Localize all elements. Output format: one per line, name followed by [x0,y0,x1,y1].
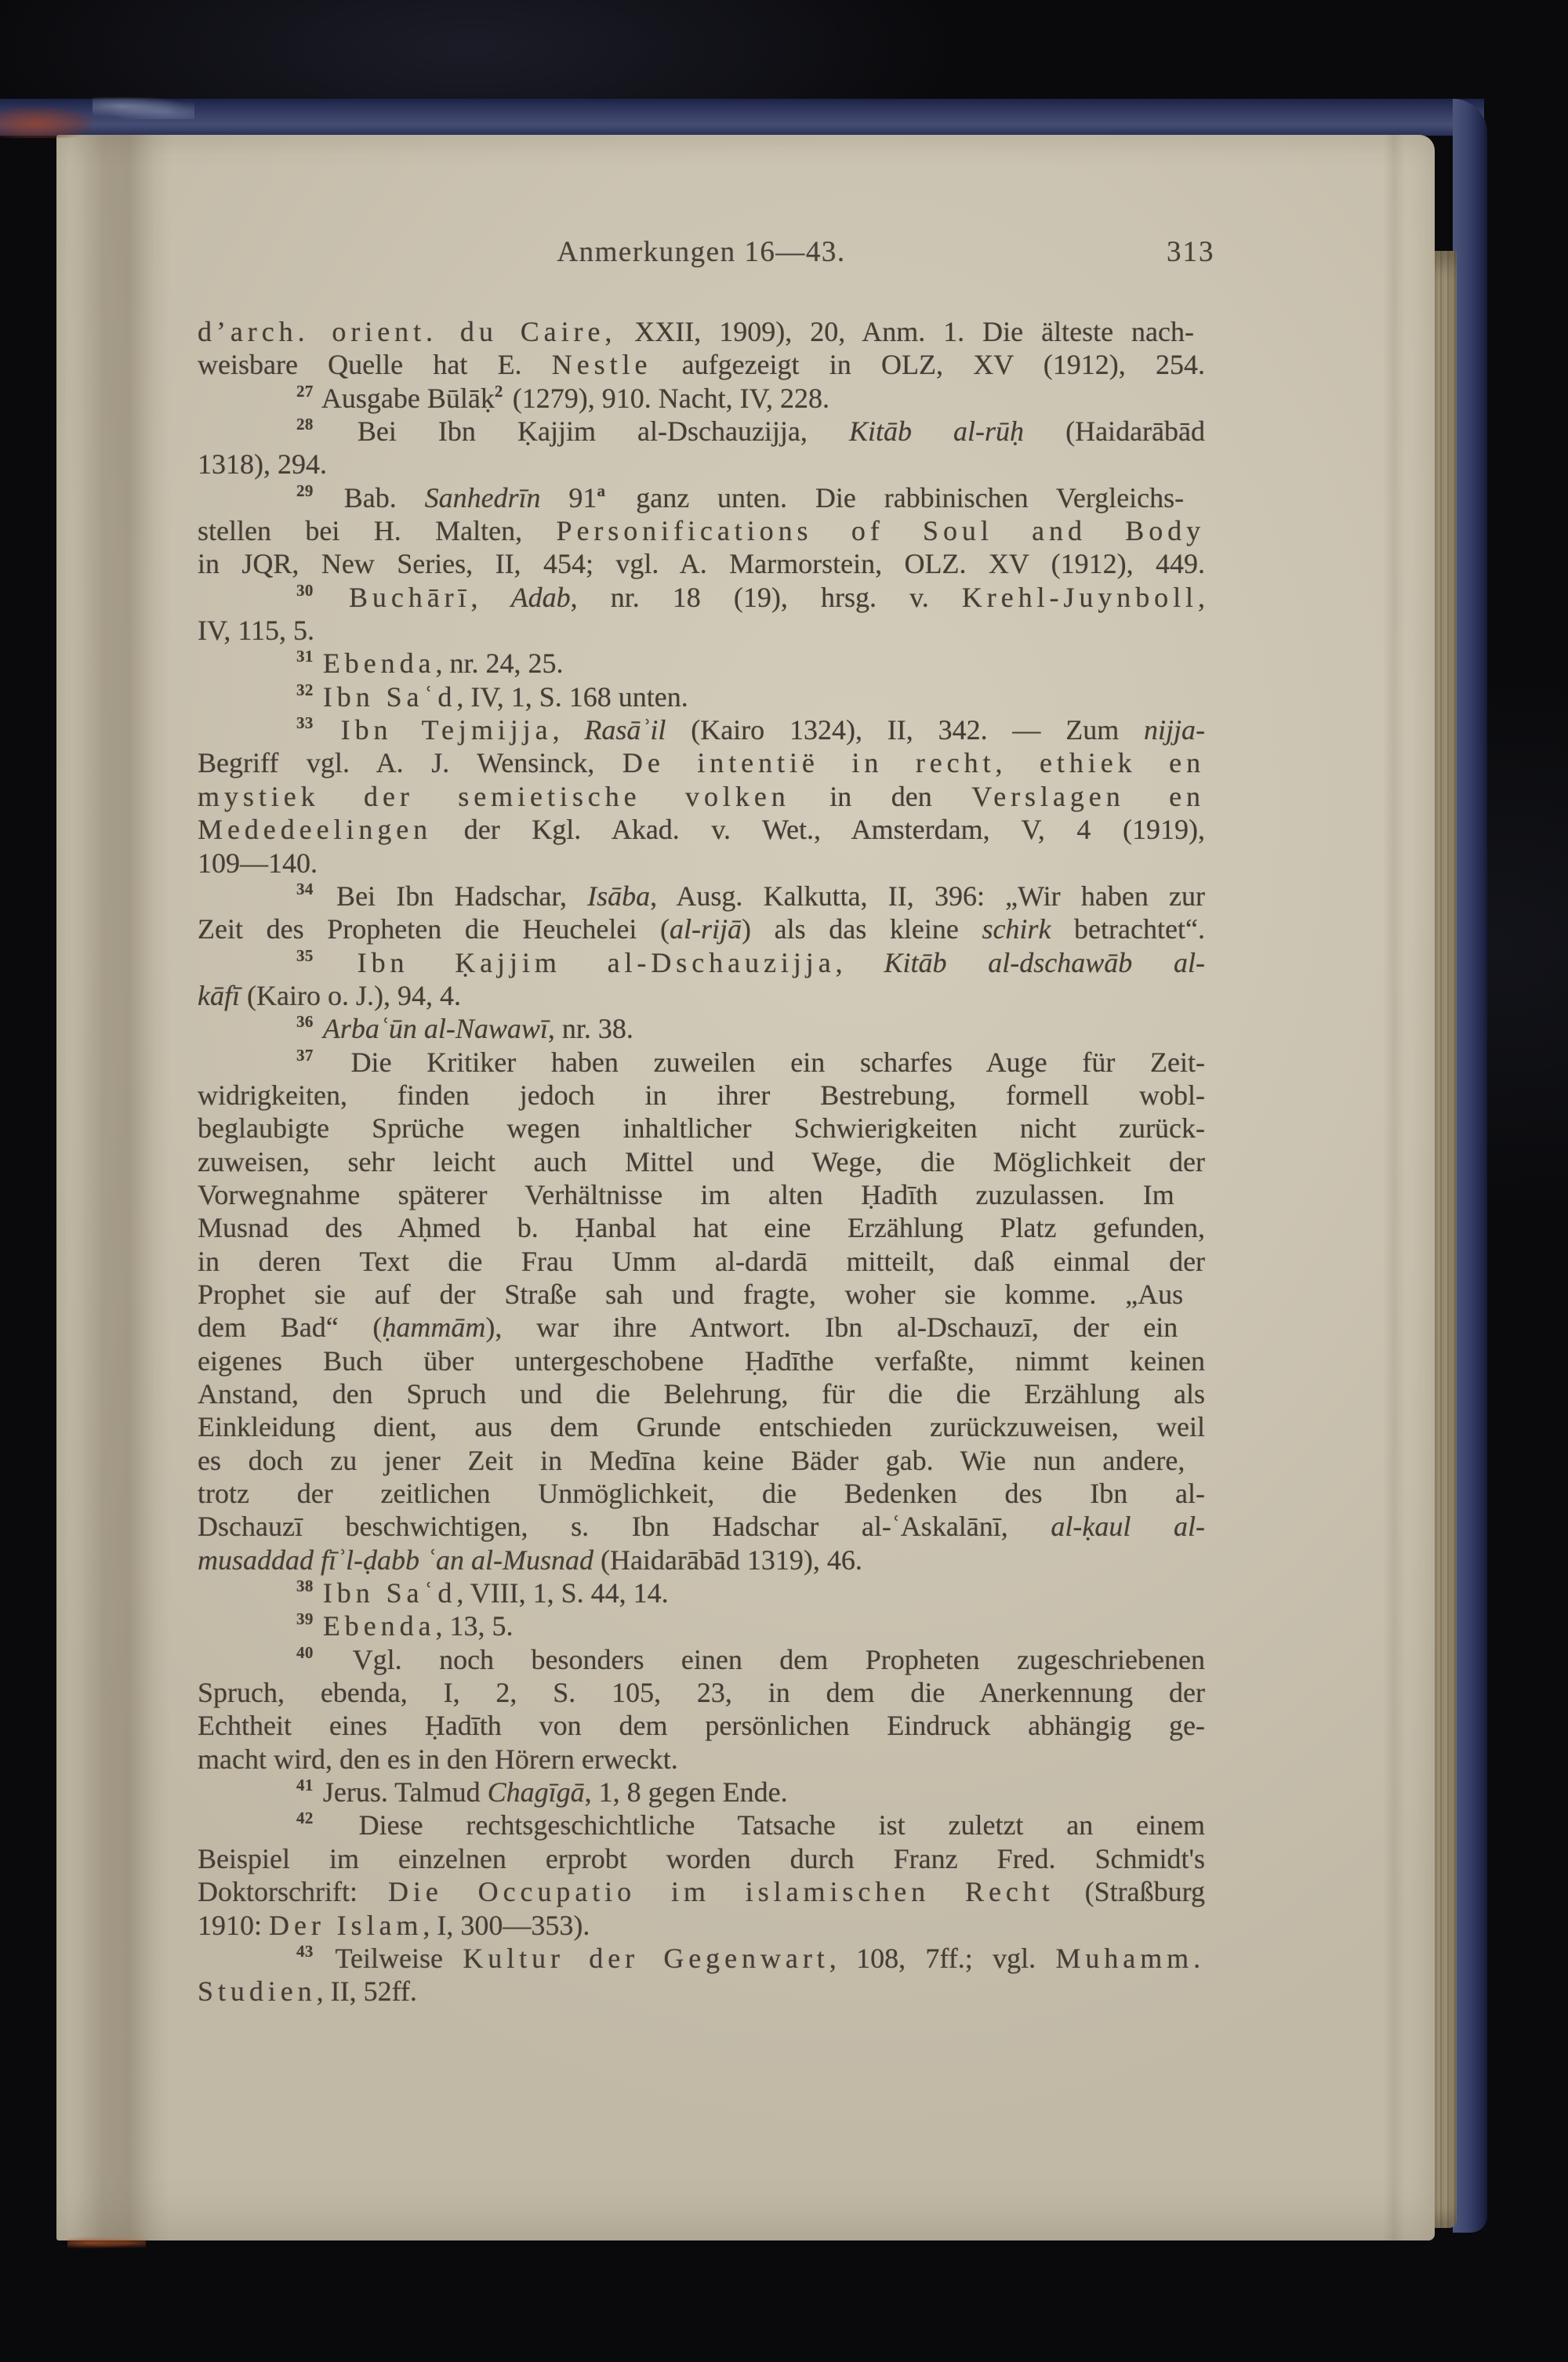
text-line [198,1245,1205,1278]
text-segment: Sanhedrīn [424,481,541,513]
footnote-number: 34 [296,879,314,898]
text-line [198,1377,1205,1410]
footnote-number: 35 [296,945,314,965]
text-line [198,1178,1205,1211]
text-segment: der Kgl. Akad. v. Wet., Amsterdam, V, 4 (1919), [432,814,1205,846]
text-segment: Chagīgā [487,1776,585,1809]
footnote-number: 38 [296,1576,314,1596]
text-segment: , 1, 8 gegen Ende. [584,1776,788,1809]
text-segment: Ibn Saʿd [322,680,457,713]
text-segment: , nr. 24, 25. [435,648,564,680]
text-segment: stellen bei H. Malten, [198,515,557,547]
text-segment: (Haidarābād [1024,415,1205,448]
text-segment: beglaubigte Sprüche wegen inhaltlicher Schwierigkeiten nicht zurück- [198,1112,1205,1145]
text-line [198,1842,1205,1875]
text-segment: Bei Ibn Ḳajjim al-Dschauzijja, [315,415,849,448]
text-segment: , II, 52ff. [316,1976,417,2008]
text-segment: Dschauzī beschwichtigen, s. Ibn Hadschar al-ʿAskalānī, [198,1511,1051,1543]
text-segment: ), war ihre Antwort. Ibn al-Dschauzī, der ein [485,1312,1178,1344]
text-segment: d’arch. orient. du Caire, [198,316,617,347]
text-line [198,1909,1205,1942]
text-segment: Isāba [587,880,651,912]
text-segment: Jerus. Talmud [315,1776,488,1809]
text-segment: De intentië in recht, ethiek en [622,747,1206,779]
text-segment: , [552,714,585,746]
text-line [198,382,1205,415]
text-segment: Spruch, ebenda, I, 2, S. 105, 23, in dem die Anerkennung der [198,1677,1205,1709]
text-line [198,713,1205,746]
text-segment [316,1577,323,1609]
text-segment: Ibn Tejmijja [340,714,553,746]
text-segment: (Straßburg [1054,1876,1205,1908]
text-segment: ḥammām [382,1312,486,1344]
text-line [198,581,1205,614]
footnote-number: 42 [296,1809,314,1828]
text-segment: Adab [510,581,571,613]
text-segment: IV, 115, 5. [198,615,315,647]
text-segment: musaddad fīʾl-ḍabb ʿan al-Musnad [198,1544,593,1576]
paragraph-indent [198,672,296,673]
text-line [198,481,1205,514]
text-segment: Kultur der Gegenwart [463,1942,829,1974]
text-segment: (Haidarābād 1319), 46. [593,1544,862,1576]
paragraph-indent [198,1071,296,1072]
text-segment: , [835,946,884,978]
text-segment: , [470,581,511,613]
text-line [198,1875,1205,1908]
text-line [198,1942,1205,1975]
text-line [198,1410,1205,1443]
text-segment: Muhamm. [1055,1942,1206,1974]
text-segment: in den [789,780,972,812]
footnote-number: 2 [494,381,503,401]
text-segment: schirk [982,913,1051,945]
text-line [198,1544,1205,1576]
text-block [198,315,1205,2008]
text-segment: , nr. 38. [547,1013,633,1045]
text-segment: Personifications of Soul and Body [556,515,1206,547]
paragraph-indent [198,606,296,607]
text-line [198,1510,1205,1543]
text-segment: Diese rechtsgeschichtliche Tatsache ist zuletzt an einem [315,1809,1205,1841]
running-head: Anmerkungen 16—43. [557,236,846,268]
text-segment: Arbaʿūn al-Nawawī [322,1013,548,1045]
text-segment [316,681,323,713]
text-segment: Einkleidung dient, aus dem Grunde entschieden zurückzuweisen, weil [198,1411,1206,1443]
text-segment: eigenes Buch über untergeschobene Ḥadīthe verfaßte, nimmt keinen [198,1344,1205,1377]
paragraph-indent [198,1037,296,1038]
paragraph-indent [198,738,296,739]
footnote-number: 29 [296,481,314,500]
footnote-number: 32 [296,680,314,699]
text-segment: Echtheit eines Ḥadīth von dem persönlichen Eindruck abhängig ge- [198,1710,1205,1742]
marbled-edge-smudge [0,107,94,138]
text-segment [316,1610,323,1642]
page-paper [56,135,1435,2240]
text-line [198,614,1205,647]
text-segment: Doktorschrift: [198,1876,388,1908]
page-crease [1383,135,1405,2240]
text-segment: Der Islam [269,1909,423,1941]
text-segment: , Ausg. Kalkutta, II, 396: „Wir haben zur [650,880,1206,912]
text-segment: es doch zu jener Zeit in Medīna keine Bäder gab. Wie nun andere, [198,1444,1185,1476]
text-segment: 1910: [198,1909,270,1941]
text-segment: zuweisen, sehr leicht auch Mittel und Wege, die Möglichkeit der [198,1145,1206,1177]
text-segment: ) als das kleine [741,913,982,945]
text-segment: in deren Text die Frau Umm al-dardā mitteilt, daß einmal der [198,1245,1206,1277]
text-segment: Ibn Ḳajjim al-Dschauzijja [357,946,836,978]
text-segment: Krehl-Juynboll [961,581,1198,613]
text-segment: Ebenda [322,648,436,680]
footnote-number: 37 [296,1045,314,1065]
footnote-number: 39 [296,1609,314,1629]
text-segment [316,648,323,679]
text-line [198,348,1205,381]
paragraph-indent [198,971,296,972]
text-line [198,1776,1205,1809]
text-segment [316,714,341,746]
text-segment: in JQR, New Series, II, 454; vgl. A. Marmorstein, OLZ. XV (1912), 449. [198,548,1206,580]
text-line [198,847,1205,880]
text-line [198,1643,1205,1676]
text-segment: ganz unten. Die rabbinischen Vergleichs- [608,481,1185,513]
text-line [198,813,1205,846]
text-line [198,979,1205,1012]
paragraph-indent [198,506,296,507]
paragraph-indent [198,1668,296,1669]
text-segment: weisbare Quelle hat E. [198,349,552,381]
text-segment: Bei Ibn Hadschar, [315,880,588,912]
text-line [198,1211,1205,1244]
text-segment: Kitāb al-rūḥ [848,415,1025,448]
text-segment: dem Bad“ ( [198,1312,383,1344]
text-line [198,1012,1205,1045]
text-segment: , VIII, 1, S. 44, 14. [456,1577,669,1609]
footnote-number: 36 [296,1012,314,1032]
gutter-shadow [71,135,171,2240]
text-line [198,1278,1205,1311]
text-segment: macht wird, den es in den Hörern erweckt. [198,1743,678,1775]
text-line [198,1975,1205,2008]
text-segment: , 13, 5. [435,1610,514,1642]
text-line [198,746,1205,779]
text-line [198,1046,1205,1079]
text-line [198,946,1205,979]
text-segment: Die Kritiker haben zuweilen ein scharfes Auge für Zeit- [315,1046,1205,1078]
text-line [198,1609,1205,1642]
text-segment: Bab. [315,481,425,513]
footnote-number: 33 [296,713,314,733]
text-segment: (Kairo 1324), II, 342. — Zum [666,714,1145,746]
footnote-number: 43 [296,1941,314,1961]
text-segment: Verslagen en [971,780,1205,812]
text-segment: Rasāʾil [584,714,666,746]
footnote-number: 41 [296,1776,314,1795]
text-segment: , I, 300—353). [423,1909,590,1941]
text-line [198,1145,1205,1178]
text-segment: 1318), 294. [198,448,327,481]
text-segment: (Kairo o. J.), 94, 4. [239,979,461,1011]
text-segment: 91 [540,481,597,513]
text-line [198,880,1205,913]
text-line [198,1344,1205,1377]
text-line [198,1444,1205,1477]
text-segment: Die Occupatio im islamischen Recht [387,1876,1054,1908]
text-segment: widrigkeiten, finden jedoch in ihrer Bestrebung, formell wobl- [198,1079,1205,1111]
text-line [198,1676,1205,1709]
text-segment: Mededeelingen [198,814,433,846]
text-line [198,415,1205,448]
book-cover-edge-top [0,99,1484,136]
text-segment: , nr. 18 (19), hrsg. v. [570,581,962,613]
text-line [198,1576,1205,1609]
text-line [198,514,1205,547]
text-segment: Vorwegnahme späterer Verhältnisse im alten Ḥadīth zuzulassen. Im [198,1178,1174,1210]
text-segment: Ausgabe Būlāḳ [315,382,495,414]
text-segment: betrachtet“. [1051,913,1205,945]
footnote-number: 27 [296,381,314,401]
text-line [198,680,1205,713]
footnote-number: a [597,481,606,500]
paragraph-indent [198,1967,296,1968]
text-segment: Beispiel im einzelnen erprobt worden durch Franz Fred. Schmidt's [198,1842,1206,1874]
text-segment: Ibn Saʿd [322,1577,457,1609]
paragraph-indent [198,440,296,441]
text-line [198,1477,1205,1510]
text-segment: , [1198,581,1205,613]
edge-speck [67,2236,146,2250]
text-line [198,1809,1205,1841]
text-line [198,547,1205,580]
text-line [198,448,1205,481]
footnote-number: 31 [296,647,314,666]
text-line [198,1079,1205,1112]
text-segment: al-rijā [669,913,742,945]
text-line [198,647,1205,680]
footnote-number: 30 [296,580,314,600]
text-segment: al-ḳaul al- [1051,1511,1205,1543]
text-line [198,913,1205,945]
text-segment: nijja [1144,714,1196,746]
text-segment: (1279), 910. Nacht, IV, 228. [505,382,830,414]
text-segment: Vgl. noch besonders einen dem Propheten zugeschriebenen [315,1643,1205,1675]
text-segment: Studien [198,1976,317,2008]
book-cover-edge-right [1453,99,1487,2233]
text-line [198,780,1205,813]
text-segment: aufgezeigt in OLZ, XV (1912), 254. [652,349,1205,381]
text-segment: Begriff vgl. A. J. Wensinck, [198,747,622,779]
text-line [198,1743,1205,1776]
footnote-number: 40 [296,1642,314,1662]
text-segment [316,1013,323,1044]
text-segment: Anstand, den Spruch und die Belehrung, für die die Erzählung als [198,1378,1205,1410]
text-segment: , 108, 7ff.; vgl. [829,1942,1056,1974]
text-segment: XXII, 1909), 20, Anm. 1. Die älteste nach- [616,316,1195,347]
page-number: 313 [1167,236,1215,268]
footnote-number: 28 [296,415,314,434]
text-line [198,1311,1205,1344]
text-segment [316,582,349,613]
paragraph-indent [198,407,296,408]
text-segment: Buchārī [348,581,471,613]
text-segment [316,947,358,978]
text-segment: Kitāb al-dschawāb al- [884,946,1206,978]
text-segment: , IV, 1, S. 168 unten. [456,680,688,713]
text-segment: trotz der zeitlichen Unmöglichkeit, die Bedenken des Ibn al- [198,1478,1206,1510]
text-line [198,1112,1205,1145]
text-segment: mystiek der semietische volken [198,780,790,812]
text-line [198,1709,1205,1742]
scuff-marks [93,97,194,119]
page-header [198,235,1215,273]
text-segment: Prophet sie auf der Straße sah und fragte, woher sie komme. „Aus [198,1278,1184,1310]
text-segment: Ebenda [322,1610,436,1642]
text-segment: kāfī [198,979,240,1011]
text-segment: Musnad des Aḥmed b. Ḥanbal hat eine Erzählung Platz gefunden, [198,1212,1205,1244]
text-segment: Teilweise [315,1942,463,1974]
text-segment: Nestle [551,349,652,381]
text-segment: 109—140. [198,847,318,879]
text-segment: - [1196,714,1206,746]
text-line [198,315,1205,348]
text-segment: Zeit des Propheten die Heuchelei ( [198,913,670,945]
